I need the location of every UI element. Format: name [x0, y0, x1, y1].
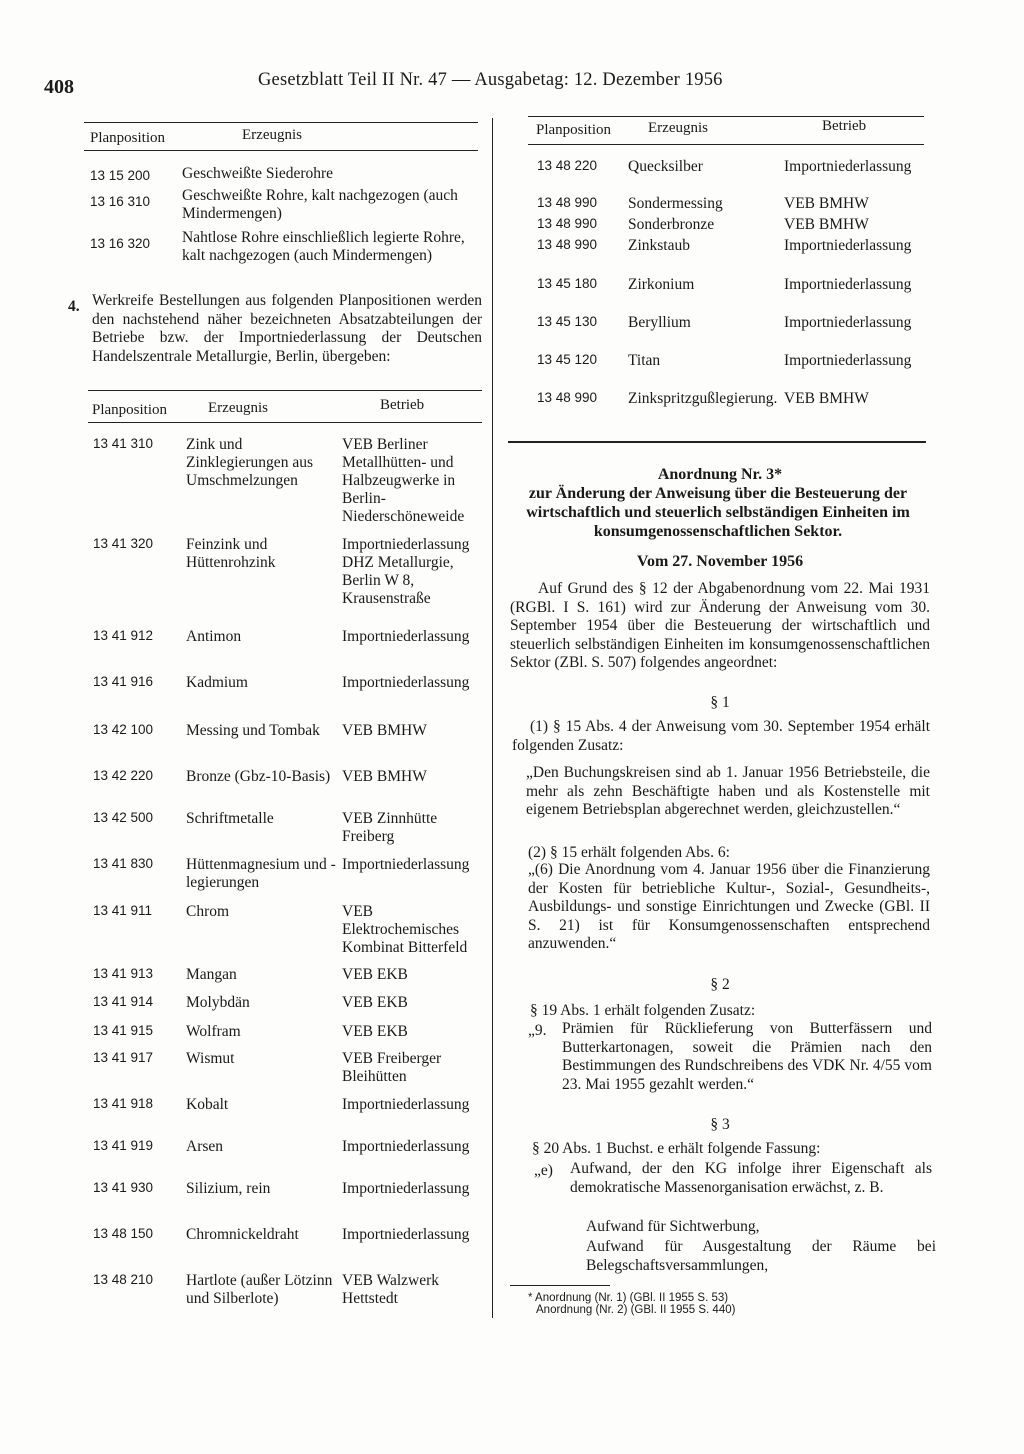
table-row-pos: 13 41 914 [93, 994, 154, 1009]
anordnung-date: Vom 27. November 1956 [636, 553, 804, 570]
s3-list-item: Aufwand für Ausgestaltung der Räume bei Belegschaftsversammlungen, [586, 1238, 936, 1274]
table-row-item: Molybdän [186, 994, 250, 1011]
table-row-firm: Importniederlassung DHZ Metallurgie, Berlin W 8, Krausenstraße [342, 536, 470, 607]
s3-list-item: Aufwand für Sichtwerbung, [586, 1218, 760, 1235]
anordnung-title: Anordnung Nr. 3* [657, 466, 783, 483]
table-row-pos: 13 45 120 [537, 352, 598, 367]
table-row-firm: VEB Walzwerk Hettstedt [342, 1272, 440, 1307]
table-row-item: Zirkonium [628, 276, 695, 293]
table-row-firm: VEB Berliner Metallhütten- und Halbzeugwerke in Berlin-Niederschöneweide [342, 436, 465, 525]
table-row-pos: 13 41 930 [93, 1180, 154, 1195]
table-row-item: Chromnickeldraht [186, 1226, 299, 1243]
table-row-firm: Importniederlassung [342, 856, 470, 873]
anordnung-subtitle: zur Änderung der Anweisung über die Besteuerung der wirtschaftlich und steuerlich selbständigen Einheiten im konsumgenossenschaftlichen Sektor. [526, 485, 910, 540]
table-row-pos: 13 42 500 [93, 810, 154, 825]
table-row-item: Messing und Tombak [186, 722, 320, 739]
table-row-item: Silizium, rein [186, 1180, 271, 1197]
table-row-firm: VEB Zinnhütte Freiberg [342, 810, 438, 845]
table-row-pos: 13 16 310 [90, 194, 151, 209]
table-row-pos: 13 45 130 [537, 314, 598, 329]
table-row-firm: Importniederlassung [342, 674, 470, 691]
table-header-rule [84, 150, 478, 151]
col-header-betrieb: Betrieb [380, 397, 425, 413]
table-row-pos: 13 41 911 [93, 903, 153, 918]
table-row-pos: 13 48 990 [537, 237, 598, 252]
table-row-pos: 13 45 180 [537, 276, 598, 291]
table-row-pos: 13 41 913 [93, 966, 154, 981]
page-number: 408 [44, 76, 74, 98]
s3-quote: Aufwand, der den KG infolge ihrer Eigenschaft als demokratische Massenorganisation erwächst, z. B. [570, 1160, 932, 1196]
table-top-rule [88, 390, 482, 391]
table-header-rule [88, 422, 482, 423]
s1-quote-1: „Den Buchungskreisen sind ab 1. Januar 1956 Betriebsteile, die mehr als zehn Beschäftigte haben und als Kostenstelle mit eigenem Betriebsplan abgerechnet werden, gleichzustellen.“ [526, 764, 930, 818]
table-row-item: Chrom [186, 903, 230, 920]
anordnung-intro: Auf Grund des § 12 der Abgabenordnung vom 22. Mai 1931 (RGBl. I S. 161) wird zur Änderung der Anweisung vom 30. September 1954 über die Besteuerung der wirtschaftlich und steuerlich selbständigen Einheiten im konsumgenossenschaftlichen Sektor (ZBl. S. 507) folgendes angeordnet: [510, 580, 930, 671]
table-row-pos: 13 48 990 [537, 216, 598, 231]
s3-paragraph-1: § 20 Abs. 1 Buchst. e erhält folgende Fassung: [532, 1140, 821, 1157]
table-row-pos: 13 15 200 [90, 168, 151, 183]
s2-quote-number: „9. [528, 1022, 547, 1039]
section-heading-3: § 3 [710, 1116, 730, 1133]
table-row-pos: 13 41 918 [93, 1096, 154, 1111]
col-header-betrieb: Betrieb [822, 118, 867, 134]
col-header-planposition: Planposition [92, 402, 168, 418]
table-row-firm: Importniederlassung [784, 158, 912, 175]
s3-quote-number: „e) [534, 1162, 553, 1179]
section-divider [508, 441, 926, 443]
table-row-firm: Importniederlassung [342, 1096, 470, 1113]
footnote-line: Anordnung (Nr. 2) (GBl. II 1955 S. 440) [536, 1304, 736, 1316]
table-row-item: Zinkstaub [628, 237, 690, 254]
s1-paragraph-1: (1) § 15 Abs. 4 der Anweisung vom 30. September 1954 erhält folgenden Zusatz: [512, 718, 930, 754]
table-row-pos: 13 41 310 [93, 436, 154, 451]
table-row-item: Sonderbronze [628, 216, 715, 233]
table-row-firm: VEB BMHW [342, 768, 427, 785]
table-row-firm: Importniederlassung [342, 1138, 470, 1155]
table-row-firm: VEB BMHW [784, 216, 869, 233]
column-divider [492, 118, 493, 1318]
table-row-pos: 13 41 917 [93, 1050, 154, 1065]
col-header-erzeugnis: Erzeugnis [208, 400, 268, 416]
footnote-line: * Anordnung (Nr. 1) (GBl. II 1955 S. 53) [528, 1292, 729, 1304]
table-row-item: Bronze (Gbz-10-Basis) [186, 768, 331, 785]
table-row-item: Geschweißte Siederohre [182, 165, 334, 182]
table-row-item: Nahtlose Rohre einschließlich legierte Rohre, kalt nachgezogen (auch Mindermengen) [182, 229, 465, 264]
table-row-item: Zink und Zinklegierungen aus Umschmelzungen [186, 436, 313, 489]
table-row-item: Zinkspritzgußlegierung. [628, 390, 778, 407]
table-row-item: Hüttenmagnesium und -legierungen [186, 856, 336, 891]
s1-paragraph-2: (2) § 15 erhält folgenden Abs. 6: [528, 844, 730, 861]
table-row-pos: 13 41 912 [93, 628, 154, 643]
table-row-pos: 13 48 150 [93, 1226, 154, 1241]
table-row-pos: 13 41 915 [93, 1023, 154, 1038]
col-header-erzeugnis: Erzeugnis [242, 127, 302, 143]
col-header-planposition: Planposition [536, 122, 612, 138]
table-row-item: Sondermessing [628, 195, 723, 212]
table-row-firm: VEB BMHW [784, 390, 869, 407]
table-row-item: Antimon [186, 628, 242, 645]
table-row-firm: VEB Elektrochemisches Kombinat Bitterfeld [342, 903, 468, 956]
page-header-title: Gesetzblatt Teil II Nr. 47 — Ausgabetag: 12. Dezember 1956 [258, 70, 723, 90]
table-row-firm: Importniederlassung [784, 352, 912, 369]
table-row-item: Hartlote (außer Lötzinn und Silberlote) [186, 1272, 333, 1307]
table-top-rule [528, 116, 924, 117]
s2-quote: Prämien für Rücklieferung von Butterfässern und Butterkartonagen, soweit die Prämien nach den Bestimmungen des Rundschreibens des VDK Nr. 4/55 vom 23. Mai 1955 gezahlt werden.“ [562, 1020, 932, 1093]
table-row-item: Kadmium [186, 674, 248, 691]
table-row-pos: 13 41 919 [93, 1138, 154, 1153]
table-row-item: Wismut [186, 1050, 235, 1067]
table-row-firm: Importniederlassung [342, 1180, 470, 1197]
table-row-pos: 13 48 220 [537, 158, 598, 173]
col-header-planposition: Planposition [90, 130, 166, 146]
s2-paragraph-1: § 19 Abs. 1 erhält folgenden Zusatz: [530, 1002, 756, 1019]
table-row-item: Beryllium [628, 314, 691, 331]
table-row-firm: VEB EKB [342, 966, 408, 983]
table-row-pos: 13 48 210 [93, 1272, 154, 1287]
section-heading-2: § 2 [710, 976, 730, 993]
section-heading-1: § 1 [710, 694, 730, 711]
table-header-rule [528, 144, 924, 145]
point-4-paragraph: Werkreife Bestellungen aus folgenden Planpositionen werden den nachstehend näher bezeichneten Absatzabteilungen der Betriebe bzw. der Importniederlassung der Deutschen Handelszentrale Metallurgie, Berlin, übergeben: [92, 292, 482, 365]
table-row-item: Wolfram [186, 1023, 241, 1040]
table-row-firm: Importniederlassung [784, 237, 912, 254]
table-row-firm: Importniederlassung [784, 276, 912, 293]
table-row-firm: VEB BMHW [784, 195, 869, 212]
table-row-item: Kobalt [186, 1096, 229, 1113]
table-row-item: Feinzink und Hüttenrohzink [186, 536, 276, 571]
table-row-pos: 13 48 990 [537, 195, 598, 210]
table-row-firm: VEB BMHW [342, 722, 427, 739]
table-row-item: Mangan [186, 966, 237, 983]
table-row-firm: Importniederlassung [342, 628, 470, 645]
s1-quote-2: „(6) Die Anordnung vom 4. Januar 1956 über die Finanzierung der Kosten für betriebliche Kultur-, Sozial-, Gesundheits-, Ausbildungs- und sonstige Einrichtungen und Zwecke (GBl. II S. 21) ist für Konsumgenossenschaften entsprechend anzuwenden.“ [528, 861, 930, 952]
table-top-rule [84, 122, 478, 123]
table-row-item: Schriftmetalle [186, 810, 274, 827]
footnote-rule [510, 1285, 610, 1286]
table-row-pos: 13 41 916 [93, 674, 154, 689]
table-row-pos: 13 41 830 [93, 856, 154, 871]
point-number: 4. [68, 298, 80, 315]
table-row-firm: VEB EKB [342, 994, 408, 1011]
table-row-pos: 13 42 220 [93, 768, 154, 783]
table-row-item: Titan [628, 352, 661, 369]
table-row-pos: 13 48 990 [537, 390, 598, 405]
table-row-pos: 13 42 100 [93, 722, 154, 737]
table-row-item: Geschweißte Rohre, kalt nachgezogen (auch Mindermengen) [182, 187, 458, 222]
col-header-erzeugnis: Erzeugnis [648, 120, 708, 136]
table-row-firm: Importniederlassung [342, 1226, 470, 1243]
table-row-firm: VEB EKB [342, 1023, 408, 1040]
table-row-pos: 13 16 320 [90, 236, 151, 251]
table-row-item: Arsen [186, 1138, 224, 1155]
table-row-firm: VEB Freiberger Bleihütten [342, 1050, 442, 1085]
table-row-item: Quecksilber [628, 158, 703, 175]
table-row-pos: 13 41 320 [93, 536, 154, 551]
table-row-firm: Importniederlassung [784, 314, 912, 331]
